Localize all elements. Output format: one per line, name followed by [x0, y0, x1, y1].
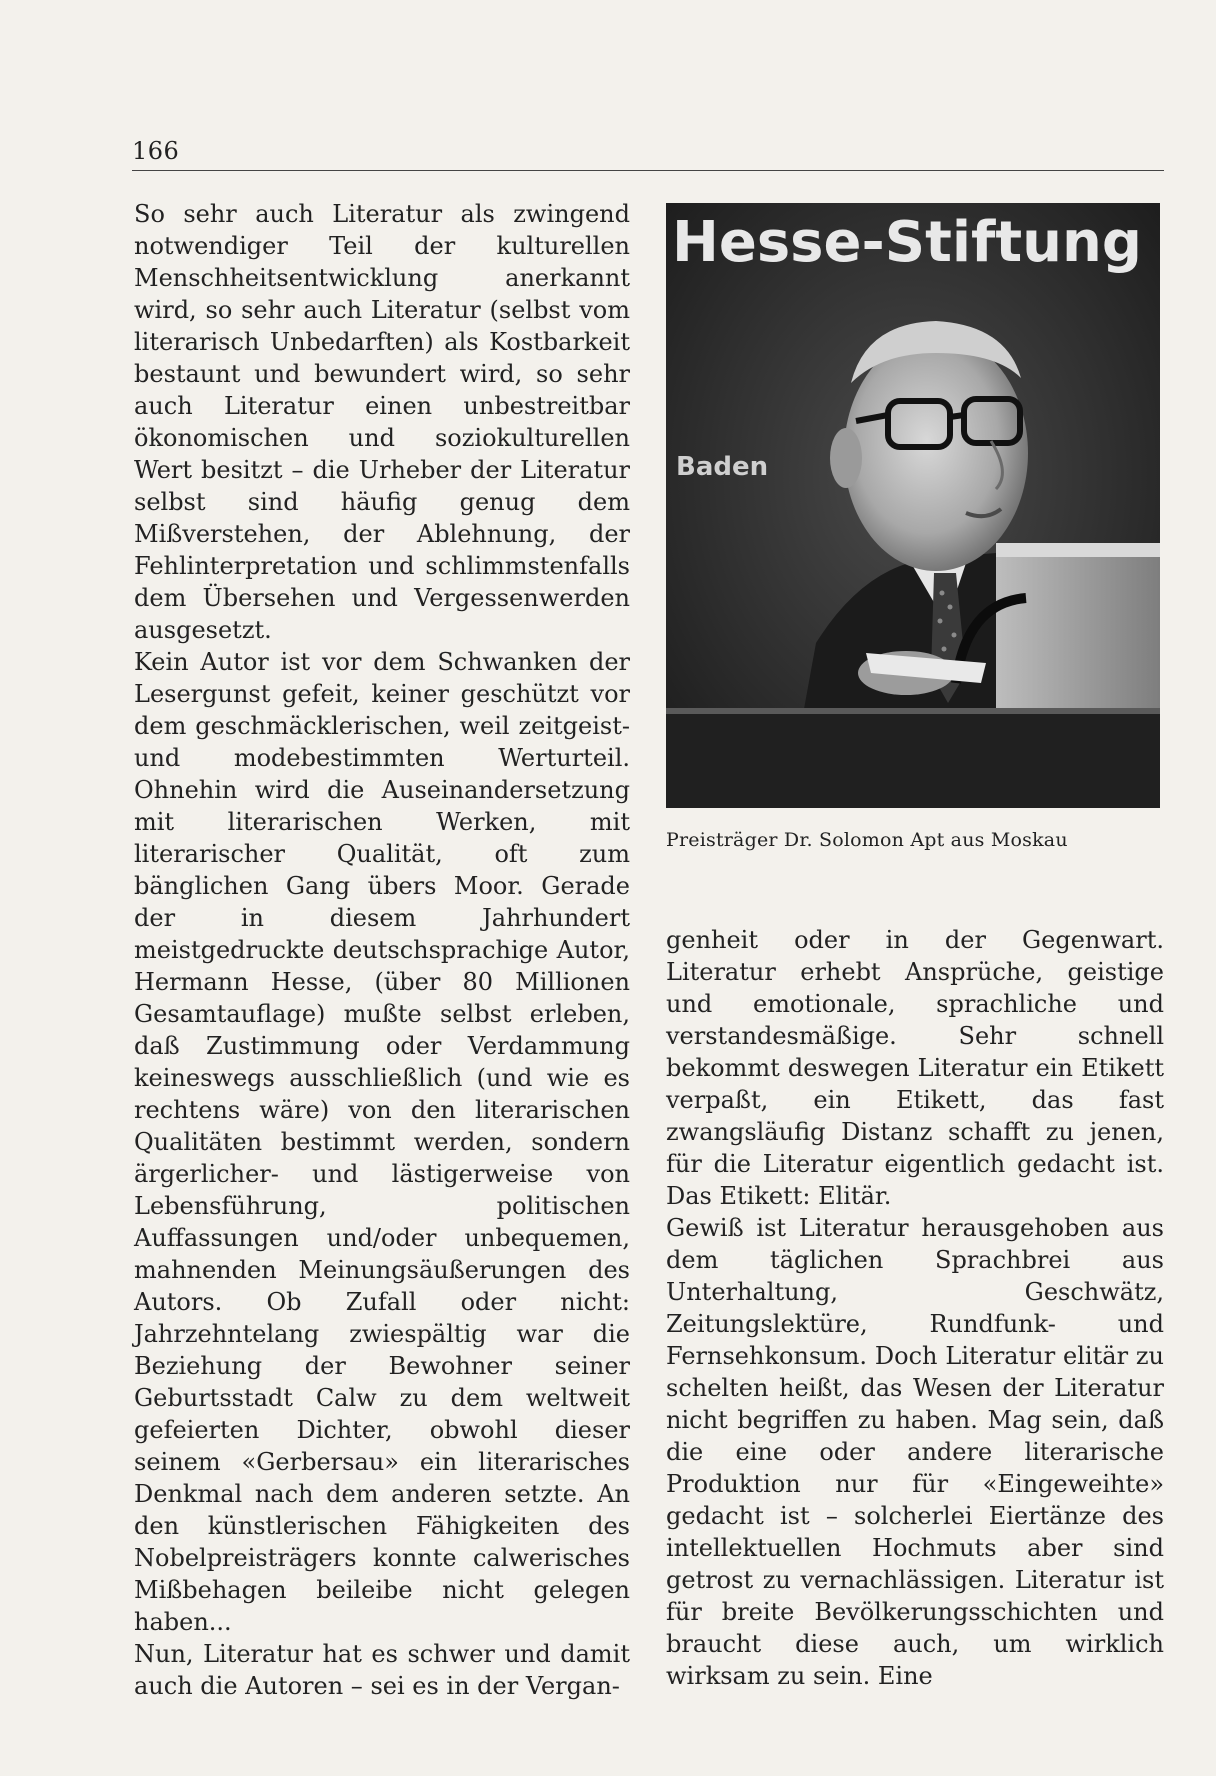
- header-rule: [132, 170, 1164, 171]
- paragraph-3: Nun, Literatur hat es schwer und damit auch die Autoren – sei es in der Vergan-: [134, 1640, 630, 1700]
- photo-caption: Preisträger Dr. Solomon Apt aus Moskau: [666, 829, 1068, 851]
- paragraph-5: Gewiß ist Literatur herausgehoben aus dem täglichen Sprachbrei aus Unterhaltung, Geschwätz, Zeitungslektüre, Rundfunk- und Fernsehkonsum. Doch Literatur elitär zu schelten heißt, das Wesen der Literatur nicht begriffen zu haben. Mag sein, daß die eine oder andere literarische Produktion nur für «Eingeweihte» gedacht ist – solcherlei Eiertänze des intellektuellen Hochmuts aber sind getrost zu vernachlässigen. Literatur ist für breite Bevölkerungsschichten und braucht diese auch, um wirklich wirksam zu sein. Eine: [666, 1214, 1164, 1690]
- right-column: [666, 924, 1164, 1692]
- page-number: 166: [132, 137, 180, 165]
- banner-text-2: Baden: [676, 452, 769, 482]
- photo-prize-winner: [666, 203, 1160, 808]
- left-column: [134, 198, 630, 1702]
- paragraph-2: Kein Autor ist vor dem Schwanken der Lesergunst gefeit, keiner geschützt vor dem geschmäcklerischen, weil zeitgeist- und modebestimmten Werturteil. Ohnehin wird die Auseinandersetzung mit literarischen Werken, mit literarischer Qualität, oft zum bänglichen Gang übers Moor. Gerade der in diesem Jahrhundert meistgedruckte deutschsprachige Autor, Hermann Hesse, (über 80 Millionen Gesamtauflage) mußte selbst erleben, daß Zustimmung oder Verdammung keineswegs ausschließlich (und wie es rechtens wäre) von den literarischen Qualitäten bestimmt werden, sondern ärgerlicher- und lästigerweise von Lebensführung, politischen Auffassungen und/oder unbequemen, mahnenden Meinungsäußerungen des Autors. Ob Zufall oder nicht: Jahrzehntelang zwiespältig war die Beziehung der Bewohner seiner Geburtsstadt Calw zu dem weltweit gefeierten Dichter, obwohl dieser seinem «Gerbersau» ein literarisches Denkmal nach dem anderen setzte. An den künstlerischen Fähigkeiten des Nobelpreisträgers konnte calwerisches Mißbehagen beileibe nicht gelegen haben...: [134, 648, 630, 1636]
- banner-text: Hesse-Stiftung: [672, 210, 1142, 275]
- paragraph-1: So sehr auch Literatur als zwingend notwendiger Teil der kulturellen Menschheitsentwicklung anerkannt wird, so sehr auch Literatur (selbst vom literarisch Unbedarften) als Kostbarkeit bestaunt und bewundert wird, so sehr auch Literatur einen unbestreitbar ökonomischen und soziokulturellen Wert besitzt – die Urheber der Literatur selbst sind häufig genug dem Mißverstehen, der Ablehnung, der Fehlinterpretation und schlimmstenfalls dem Übersehen und Vergessenwerden ausgesetzt.: [134, 200, 630, 644]
- paragraph-4: genheit oder in der Gegenwart. Literatur erhebt Ansprüche, geistige und emotionale, sprachliche und verstandesmäßige. Sehr schnell bekommt deswegen Literatur ein Etikett verpaßt, ein Etikett, das fast zwangsläufig Distanz schafft zu jenen, für die Literatur eigentlich gedacht ist. Das Etikett: Elitär.: [666, 926, 1164, 1210]
